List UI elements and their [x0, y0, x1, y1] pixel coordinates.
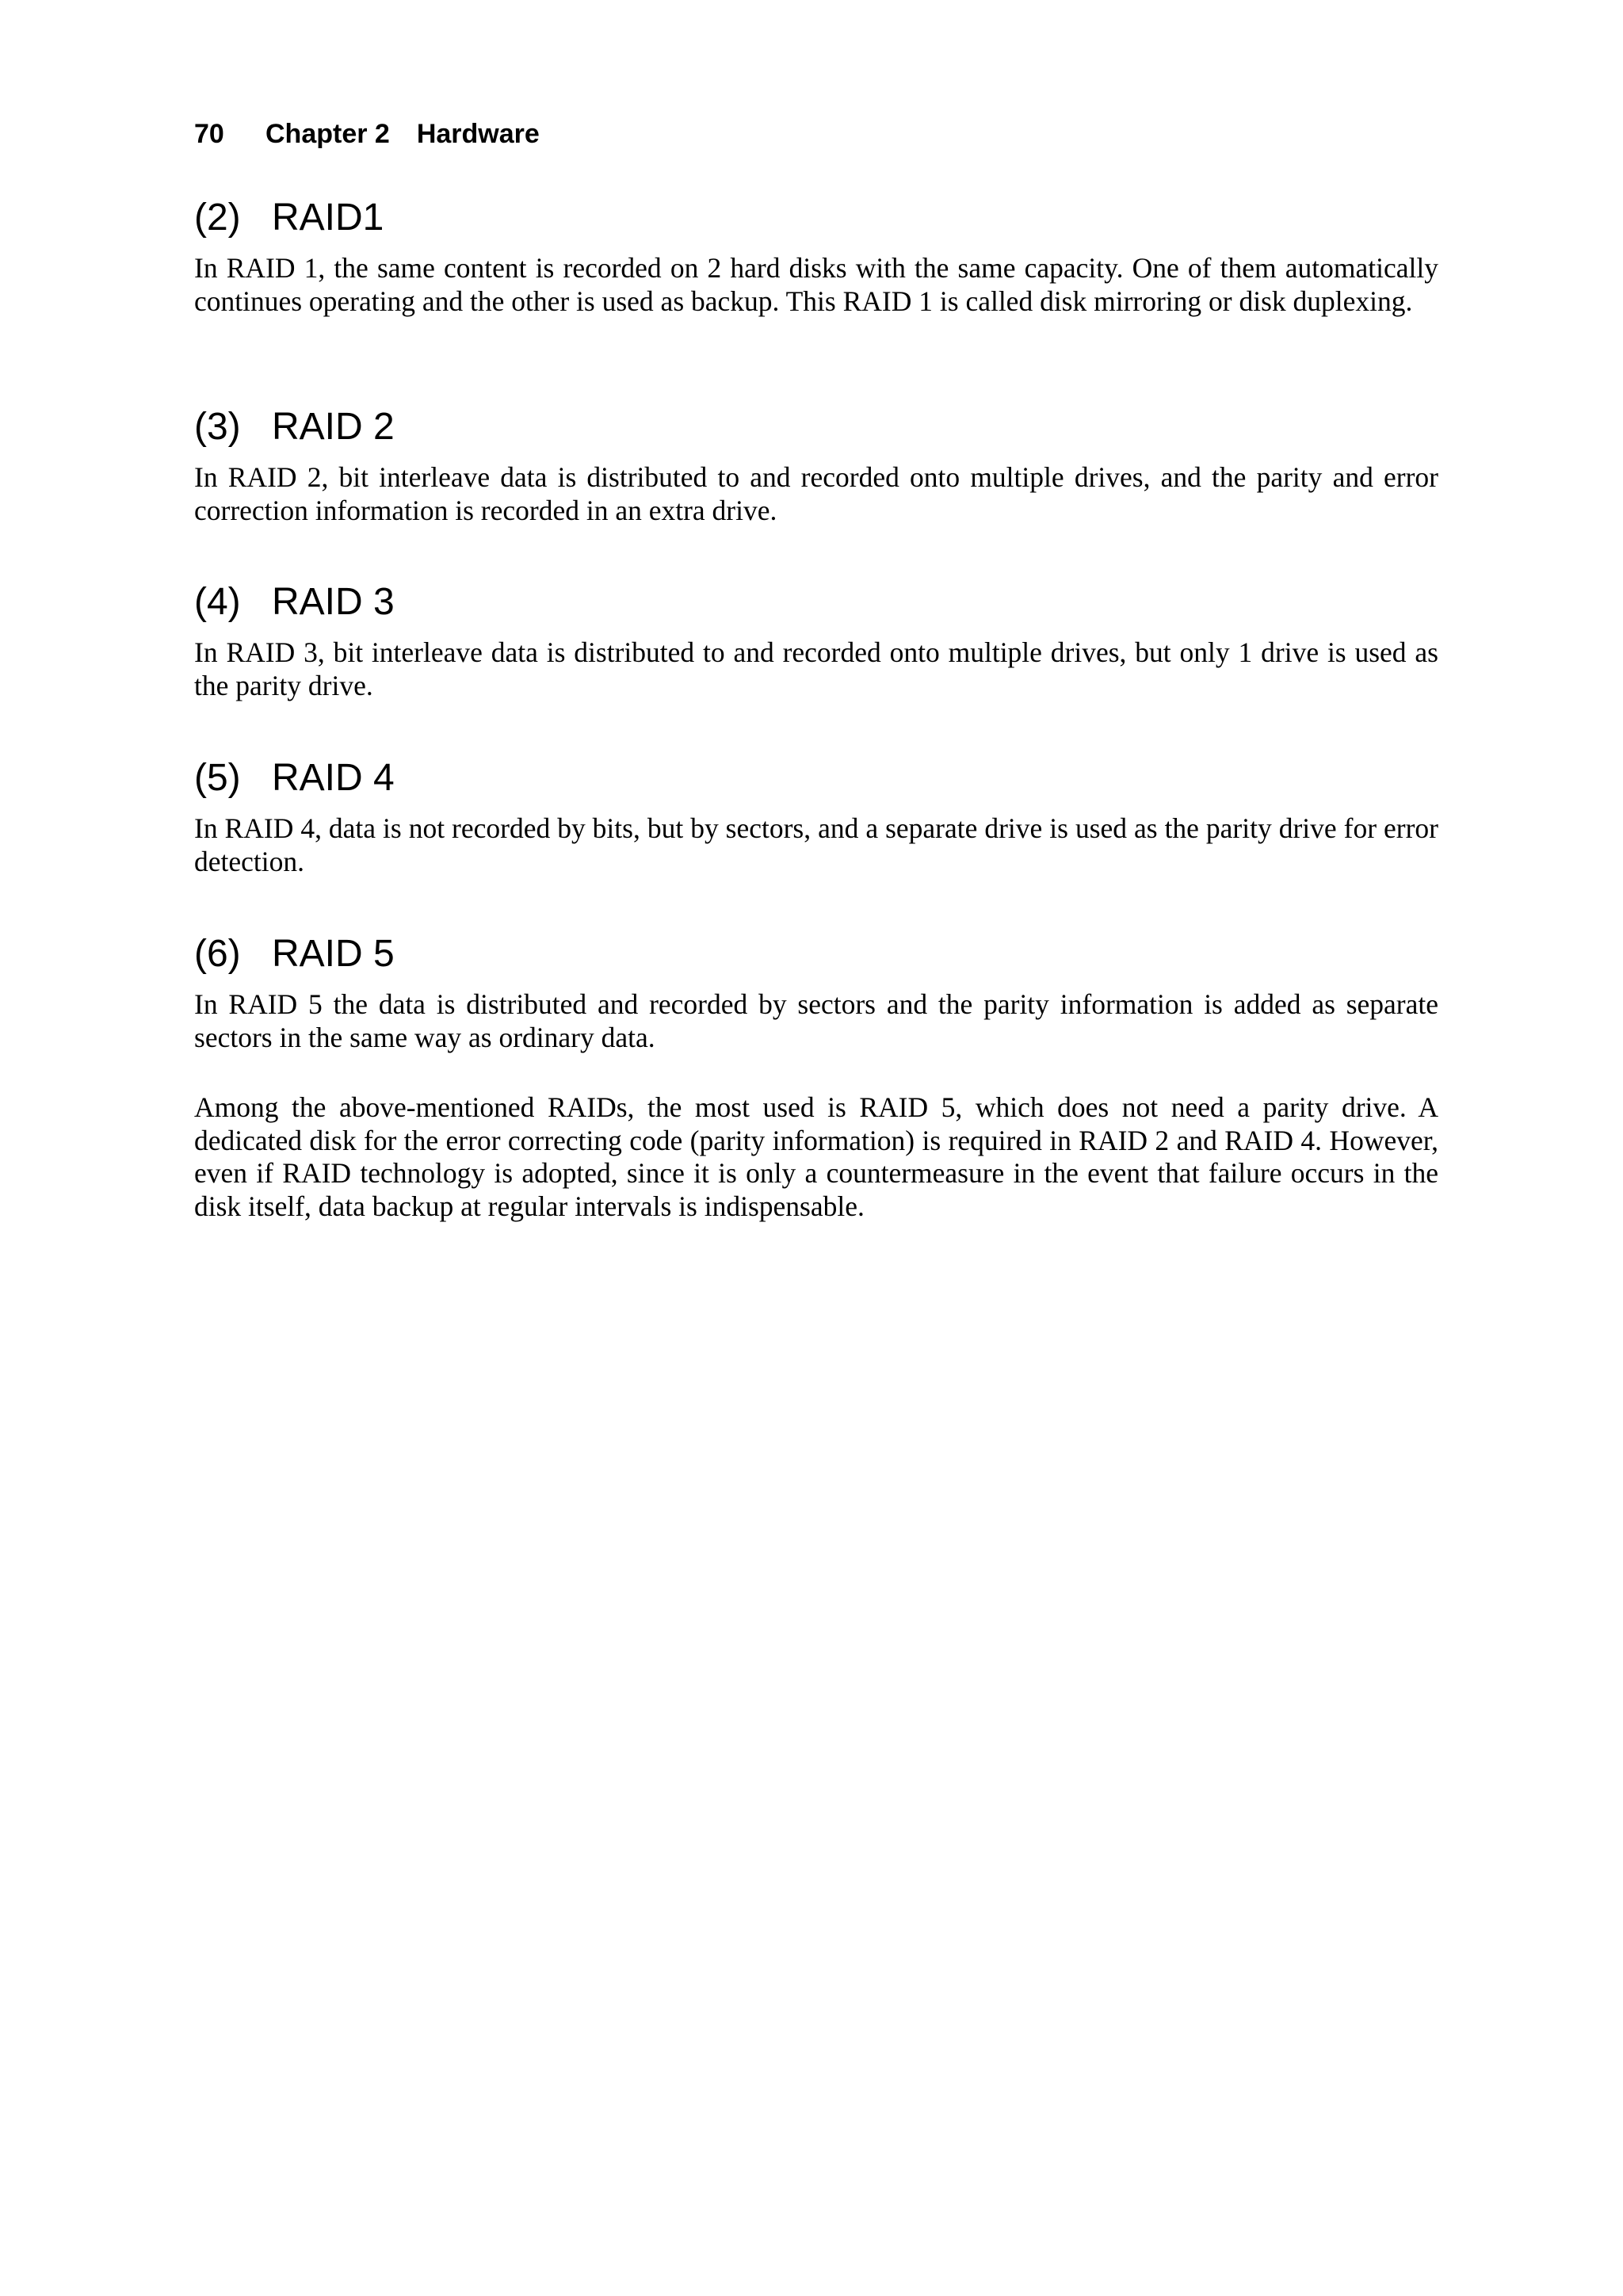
section-body: In RAID 5 the data is distributed and recorded by sectors and the parity information is added as separate sectors in the same way as ordinary data.	[194, 988, 1438, 1053]
section-title: RAID 5	[272, 933, 395, 975]
section-heading	[194, 754, 1438, 803]
section-raid5	[194, 930, 1438, 1054]
section-title: RAID 3	[272, 581, 395, 623]
section-number: (6)	[194, 933, 241, 975]
section-number: (5)	[194, 757, 241, 799]
chapter-label: Chapter 2	[265, 119, 390, 149]
section-title: RAID 4	[272, 757, 395, 799]
closing-paragraph: Among the above-mentioned RAIDs, the most used is RAID 5, which does not need a parity drive. A dedicated disk for the error correcting code (parity information) is required in RAID 2 and RAID 4. However, even if RAID technology is adopted, since it is only a countermeasure in the event that failure occurs in the disk itself, data backup at regular intervals is indispensable.	[194, 1091, 1438, 1222]
section-heading	[194, 193, 1438, 243]
section-title: RAID1	[272, 197, 384, 239]
running-header	[194, 116, 540, 152]
chapter-title: Hardware	[416, 119, 540, 149]
section-body: In RAID 4, data is not recorded by bits, but by sectors, and a separate drive is used as the parity drive for error detection.	[194, 812, 1438, 877]
section-raid1	[194, 193, 1438, 318]
section-heading	[194, 578, 1438, 627]
section-raid3	[194, 578, 1438, 702]
section-body: In RAID 2, bit interleave data is distributed to and recorded onto multiple drives, and the parity and error correction information is recorded in an extra drive.	[194, 461, 1438, 526]
section-number: (2)	[194, 197, 241, 239]
section-number: (3)	[194, 406, 241, 448]
section-title: RAID 2	[272, 406, 395, 448]
section-number: (4)	[194, 581, 241, 623]
page-number: 70	[194, 119, 224, 149]
section-heading	[194, 403, 1438, 452]
section-raid2	[194, 403, 1438, 527]
closing-section	[194, 1091, 1438, 1223]
section-body: In RAID 3, bit interleave data is distributed to and recorded onto multiple drives, but only 1 drive is used as the parity drive.	[194, 636, 1438, 701]
section-raid4	[194, 754, 1438, 878]
section-body: In RAID 1, the same content is recorded on 2 hard disks with the same capacity. One of them automatically continues operating and the other is used as backup. This RAID 1 is called disk mirroring or disk duplexing.	[194, 252, 1438, 317]
section-heading	[194, 930, 1438, 979]
